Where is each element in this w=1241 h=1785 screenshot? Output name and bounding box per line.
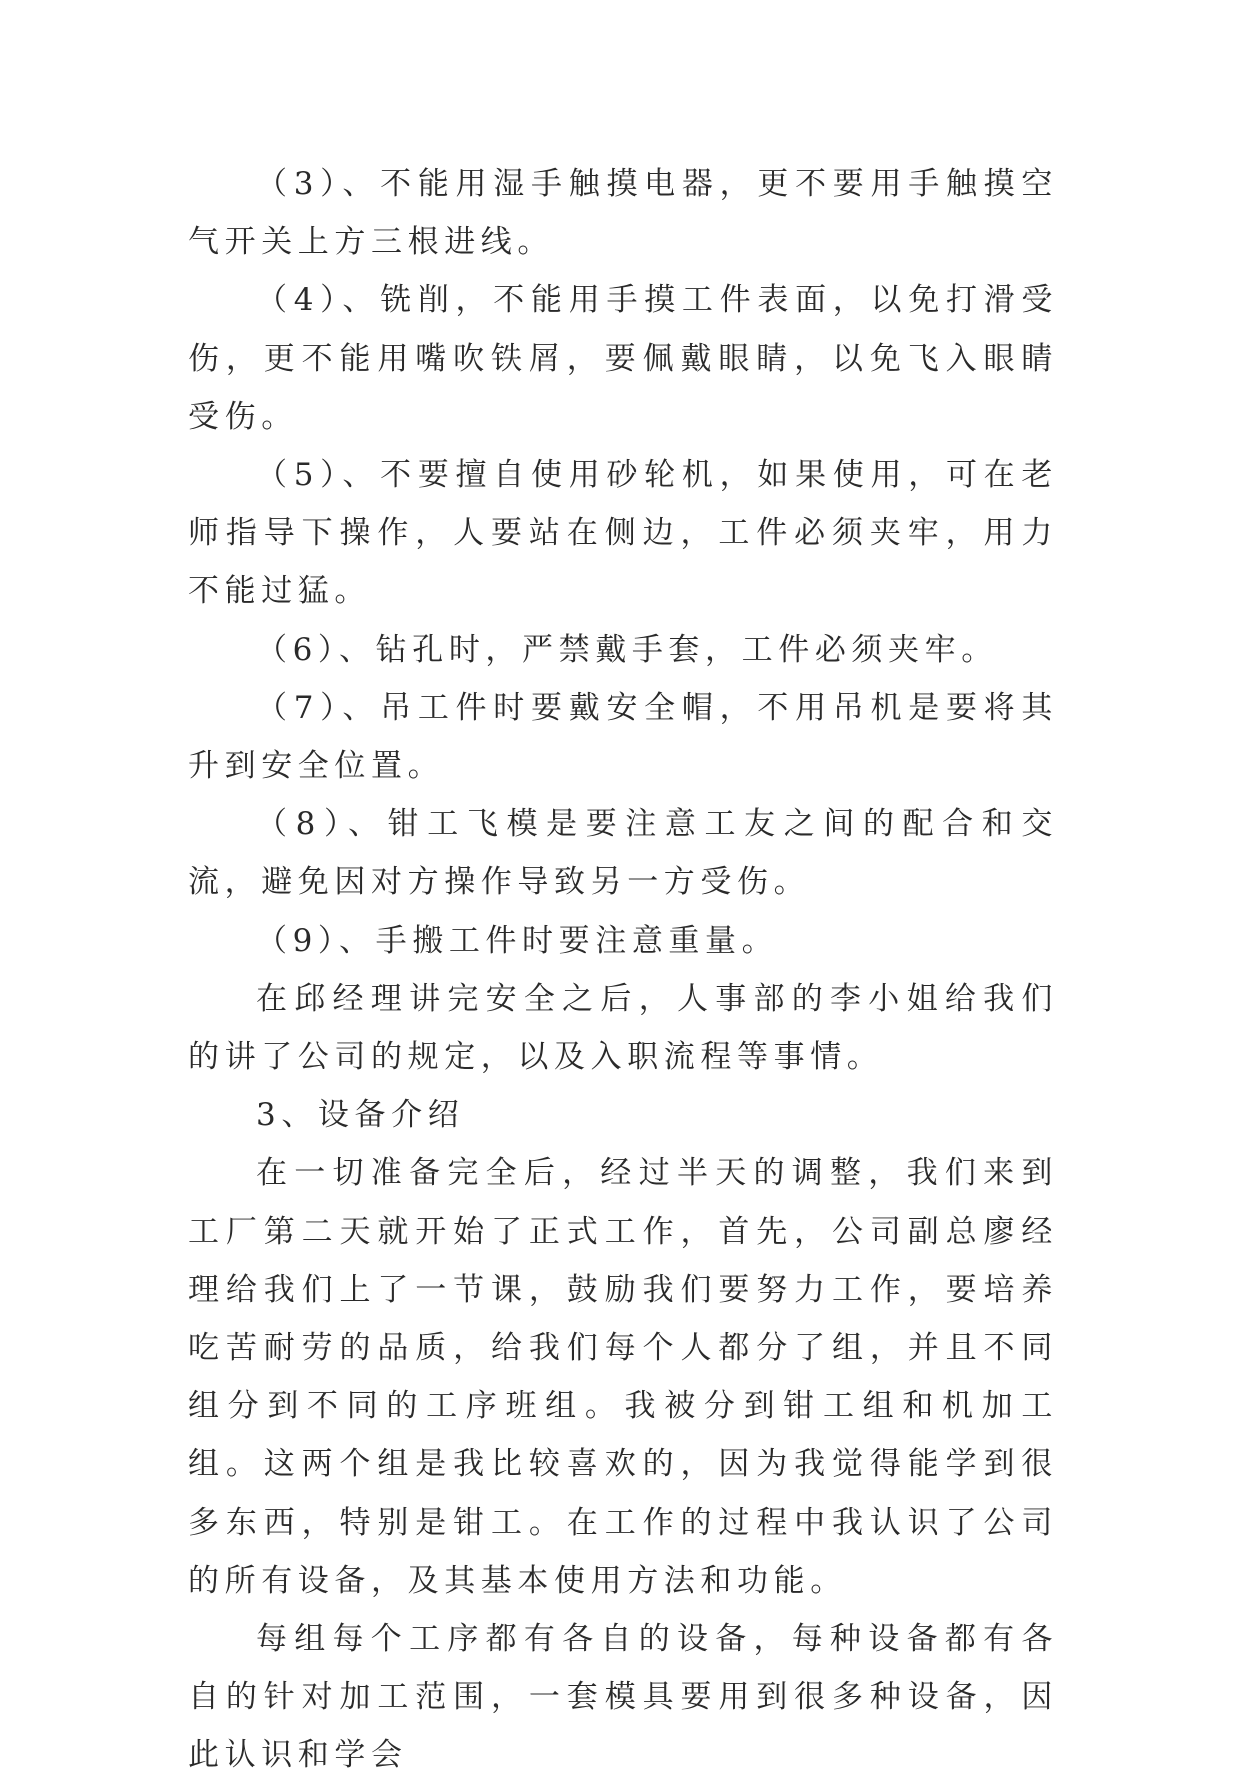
section-heading-equipment: 3、设备介绍 — [256, 1097, 465, 1134]
document-body — [188, 155, 1058, 1785]
paragraph-rule-8: （8）、钳工飞模是要注意工友之间的配合和交流，避免因对方操作导致另一方受伤。 — [188, 806, 1058, 901]
paragraph-work-start: 在一切准备完全后，经过半天的调整，我们来到工厂第二天就开始了正式工作，首先，公司副总廖经理给我们上了一节课，鼓励我们要努力工作，要培养吃苦耐劳的品质，给我们每个人都分了组，并且不同组分到不同的工序班组。我被分到钳工组和机加工组。这两个组是我比较喜欢的，因为我觉得能学到很多东西，特别是钳工。在工作的过程中我认识了公司的所有设备，及其基本使用方法和功能。 — [188, 1155, 1058, 1599]
paragraph-rule-5: （5）、不要擅自使用砂轮机，如果使用，可在老师指导下操作，人要站在侧边，工件必须夹牢，用力不能过猛。 — [188, 457, 1058, 610]
paragraph-rule-4: （4）、铣削，不能用手摸工件表面，以免打滑受伤，更不能用嘴吹铁屑，要佩戴眼睛，以免飞入眼睛受伤。 — [188, 282, 1058, 435]
paragraph-rule-3: （3）、不能用湿手触摸电器，更不要用手触摸空气开关上方三根进线。 — [188, 166, 1058, 261]
paragraph-equipment-overview: 每组每个工序都有各自的设备，每种设备都有各自的针对加工范围，一套模具要用到很多种设备，因此认识和学会 — [188, 1621, 1058, 1774]
paragraph-rule-7: （7）、吊工件时要戴安全帽，不用吊机是要将其升到安全位置。 — [188, 689, 1058, 785]
paragraph-hr-briefing: 在邱经理讲完安全之后，人事部的李小姐给我们的讲了公司的规定，以及入职流程等事情。 — [188, 980, 1058, 1076]
paragraph-rule-6: （6）、钻孔时，严禁戴手套，工件必须夹牢。 — [256, 631, 998, 668]
paragraph-rule-9: （9）、手搬工件时要注意重量。 — [256, 922, 779, 959]
